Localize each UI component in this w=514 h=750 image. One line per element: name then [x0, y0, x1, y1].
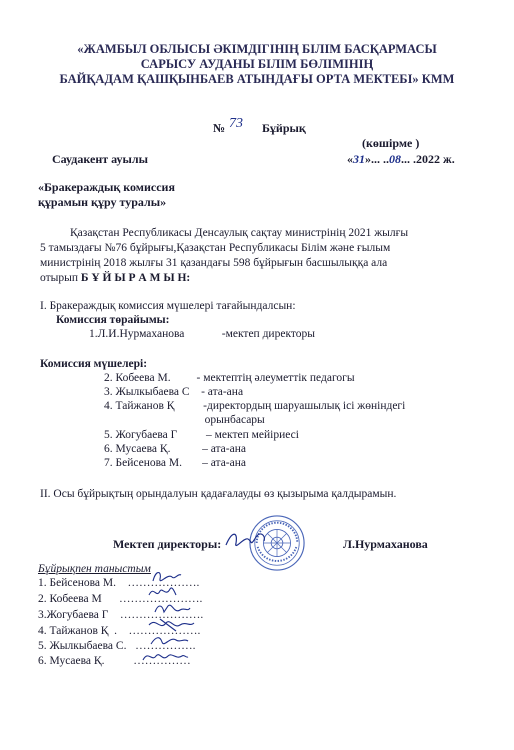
subject-line-1: «Бракераждық комиссия [38, 180, 175, 194]
org-header-line-1: «ЖАМБЫЛ ОБЛЫСЫ ӘКІМДІГІНІҢ БІЛІМ БАСҚАРМАСЫ [77, 42, 437, 56]
date-end: ... .2022 ж. [401, 152, 455, 166]
member-row: 5. Жогубаева Г – мектеп мейіриесі [104, 429, 299, 441]
org-header-line-3: БАЙҚАДАМ ҚАШҚЫНБАЕВ АТЫНДАҒЫ ОРТА МЕКТЕБІ» КММ [59, 72, 455, 86]
body-line-4-text: отырып [40, 272, 81, 284]
place-name: Саудакент ауылы [52, 152, 148, 166]
order-title: Бұйрық [262, 121, 306, 135]
body-line-4 [40, 272, 190, 284]
copy-mark: (көшірме ) [362, 136, 420, 150]
director-signature-icon [222, 527, 270, 553]
signature-6-icon [140, 648, 190, 666]
member-row: 7. Бейсенова М. – ата-ана [104, 457, 246, 469]
body-line-1: Қазақстан Республикасы Денсаулық сақтау министрінің 2021 жылғы [70, 227, 409, 239]
ack-title: Бұйрықпен таныстым [38, 563, 151, 575]
chair-line: 1.Л.И.Нурмаханова -мектеп директоры [89, 328, 315, 340]
member-row: 6. Мусаева Қ. – ата-ана [104, 443, 246, 455]
org-header-line-2: САРЫСУ АУДАНЫ БІЛІМ БӨЛІМІНІҢ [140, 57, 374, 71]
director-name: Л.Нурмаханова [343, 537, 428, 551]
member-row: 4. Тайжанов Қ -директордың шаруашылық ісі жөніндегі [104, 400, 406, 412]
body-line-2: 5 тамыздағы №76 бұйрығы,Қазақстан Республикасы Білім және ғылым [40, 242, 391, 254]
order-number: 73 [229, 116, 243, 131]
ack-row: 4. Тайжанов Қ . ………………. [38, 625, 201, 637]
ack-row: 3.Жогубаева Г …………………. [38, 609, 204, 621]
date-mid: »... .. [365, 152, 389, 166]
section-2-text: II. Осы бұйрықтың орындалуын қадағалауды өз қызырыма қалдырамын. [40, 488, 397, 500]
order-command: Б Ұ Й Ы Р А М Ы Н: [80, 272, 191, 284]
members-label: Комиссия мүшелері: [40, 358, 148, 370]
member-row: орынбасары [104, 414, 265, 426]
member-row: 2. Кобеева М. - мектептің әлеуметтік педагогы [104, 372, 355, 384]
member-row: 3. Жылкыбаева С - ата-ана [104, 386, 244, 398]
order-number-label: № [213, 121, 226, 135]
director-position: Мектеп директоры: [113, 537, 222, 551]
ack-row: 2. Кобеева М …………………. [38, 593, 203, 605]
ack-row: 5. Жылкыбаева С. ……………. [38, 640, 196, 652]
date-open: « [347, 152, 353, 166]
ack-row: 6. Мусаева Қ. …………… [38, 655, 191, 667]
date-day: 31 [353, 152, 365, 166]
chair-label: Комиссия төрайымы: [56, 314, 170, 326]
section-1-title: I. Бракераждық комиссия мүшелері тағайындалсын: [40, 300, 296, 312]
date-month: 08 [389, 152, 401, 166]
body-line-3: министрінің 2018 жылғы 31 қазандағы 598 бұйрығын басшылыққа ала [40, 257, 388, 269]
order-date [347, 152, 455, 167]
subject-line-2: құрамын құру туралы» [38, 195, 167, 209]
ack-row: 1. Бейсенова М. ………………. [38, 577, 200, 589]
